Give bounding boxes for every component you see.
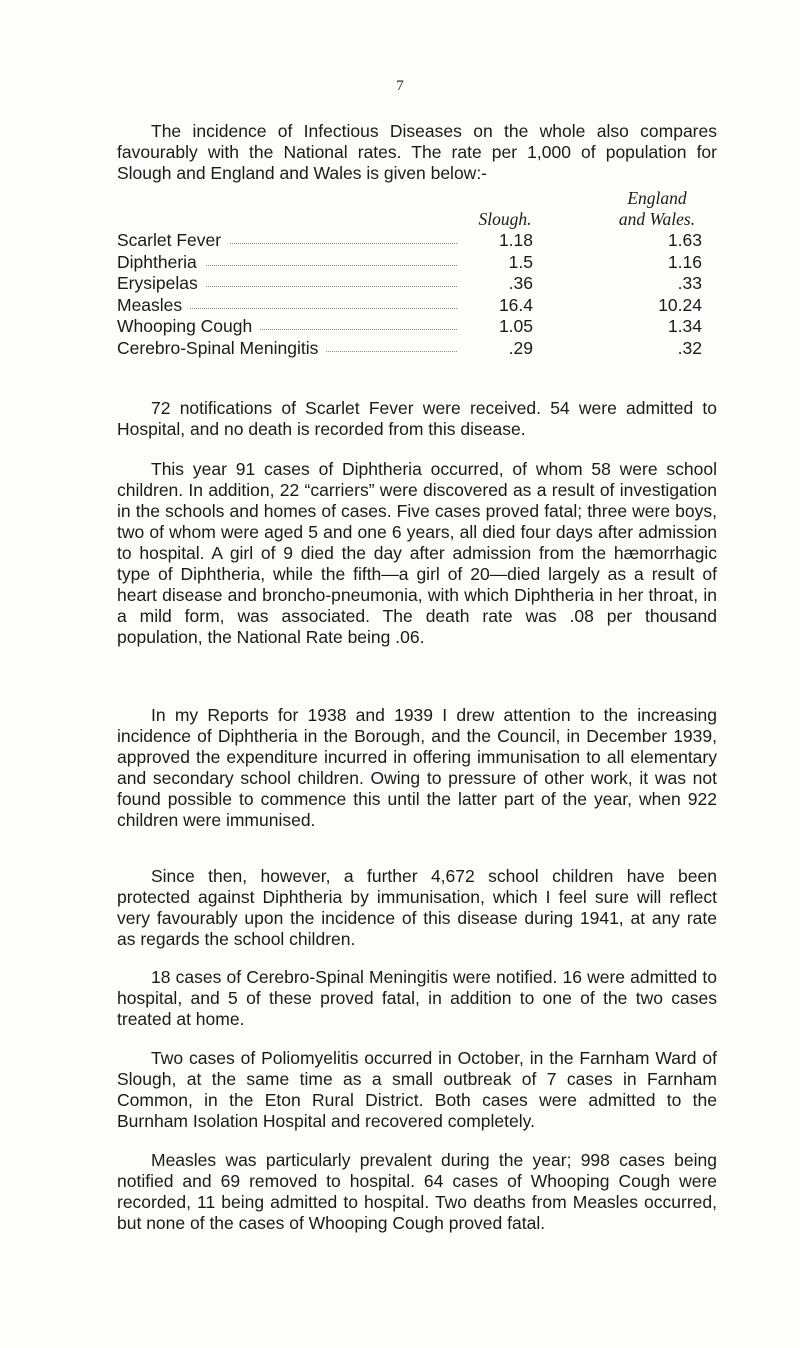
- england-wales-rate: 1.34: [667, 316, 702, 336]
- column-header-england-wales-line2: and Wales.: [618, 209, 696, 229]
- slough-rate: 1.5: [508, 251, 533, 272]
- paragraph-text: 72 notifications of Scarlet Fever were received. 54 were admitted to Hospital, and no death is recorded from this disease.: [117, 398, 717, 439]
- slough-rate: 16.4: [498, 294, 533, 315]
- disease-name: Measles: [117, 295, 190, 316]
- slough-rate: 1.18: [498, 230, 533, 250]
- paragraph-immunisation: [117, 866, 717, 950]
- paragraph-reports: [117, 705, 717, 831]
- table-row: [117, 230, 717, 252]
- disease-name: Cerebro-Spinal Meningitis: [117, 338, 326, 359]
- table-row: [117, 316, 717, 338]
- england-wales-rate: .33: [677, 273, 702, 293]
- table-row: [117, 338, 717, 360]
- column-header-england-wales: [587, 188, 727, 230]
- intro-paragraph: [117, 121, 717, 184]
- column-header-england-wales-line1: England: [627, 188, 687, 208]
- paragraph-poliomyelitis: [117, 1048, 717, 1132]
- paragraph-text: 18 cases of Cerebro-Spinal Meningitis were notified. 16 were admitted to hospital, and 5 of these proved fatal, in addition to one of the two cases treated at home.: [117, 967, 717, 1029]
- paragraph-text: This year 91 cases of Diphtheria occurred, of whom 58 were school children. In addition, 22 “carriers” were discovered as a result of investigation in the schools and homes of cases. Five cases proved fatal; three were boys, two of whom were aged 5 and one 6 years, all died four days after admission to hospital. A girl of 9 died the day after admission from the hæmorrhagic type of Diphtheria, while the fifth—a girl of 20—died largely as a result of heart disease and broncho-pneumonia, with which Diphtheria in her throat, in a mild form, was associated. The death rate was .08 per thousand population, the National Rate being .06.: [117, 459, 717, 647]
- paragraph-text: In my Reports for 1938 and 1939 I drew attention to the increasing incidence of Diphtheria in the Borough, and the Council, in December 1939, approved the expenditure incurred in offering immunisation to all elementary and secondary school children. Owing to pressure of other work, it was not found possible to commence this until the latter part of the year, when 922 children were immunised.: [117, 705, 717, 830]
- rates-table: [117, 188, 717, 359]
- paragraph-meningitis: [117, 967, 717, 1030]
- paragraph-measles: [117, 1150, 717, 1234]
- table-row: [117, 252, 717, 274]
- table-row: [117, 273, 717, 295]
- disease-name: Scarlet Fever: [117, 230, 229, 251]
- rates-table-header: [117, 188, 717, 230]
- table-row: [117, 295, 717, 317]
- paragraph-diphtheria: [117, 459, 717, 648]
- paragraph-text: Measles was particularly prevalent during the year; 998 cases being notified and 69 removed to hospital. 64 cases of Whooping Cough were recorded, 11 being admitted to hospital. Two deaths from Measles occurred, but none of the cases of Whooping Cough proved fatal.: [117, 1150, 717, 1233]
- slough-rate: .29: [508, 337, 533, 358]
- page-number: 7: [396, 78, 404, 94]
- paragraph-scarlet-fever: [117, 398, 717, 440]
- intro-text: The incidence of Infectious Diseases on the whole also compares favourably with the National rates. The rate per 1,000 of population for Slough and England and Wales is given below:-: [117, 121, 717, 183]
- disease-name: Erysipelas: [117, 273, 206, 294]
- slough-rate: .36: [508, 273, 533, 293]
- disease-name: Whooping Cough: [117, 316, 260, 337]
- england-wales-rate: 1.63: [667, 230, 702, 250]
- slough-rate: 1.05: [498, 316, 533, 336]
- column-header-slough: Slough.: [478, 209, 532, 229]
- paragraph-text: Two cases of Poliomyelitis occurred in October, in the Farnham Ward of Slough, at the same time as a small outbreak of 7 cases in Farnham Common, in the Eton Rural District. Both cases were admitted to the Burnham Isolation Hospital and recovered completely.: [117, 1048, 717, 1131]
- england-wales-rate: 1.16: [667, 251, 702, 272]
- england-wales-rate: 10.24: [658, 294, 702, 315]
- england-wales-rate: .32: [677, 337, 702, 358]
- disease-name: Diphtheria: [117, 252, 205, 273]
- paragraph-text: Since then, however, a further 4,672 school children have been protected against Diphtheria by immunisation, which I feel sure will reflect very favourably upon the incidence of this disease during 1941, at any rate as regards the school children.: [117, 866, 717, 949]
